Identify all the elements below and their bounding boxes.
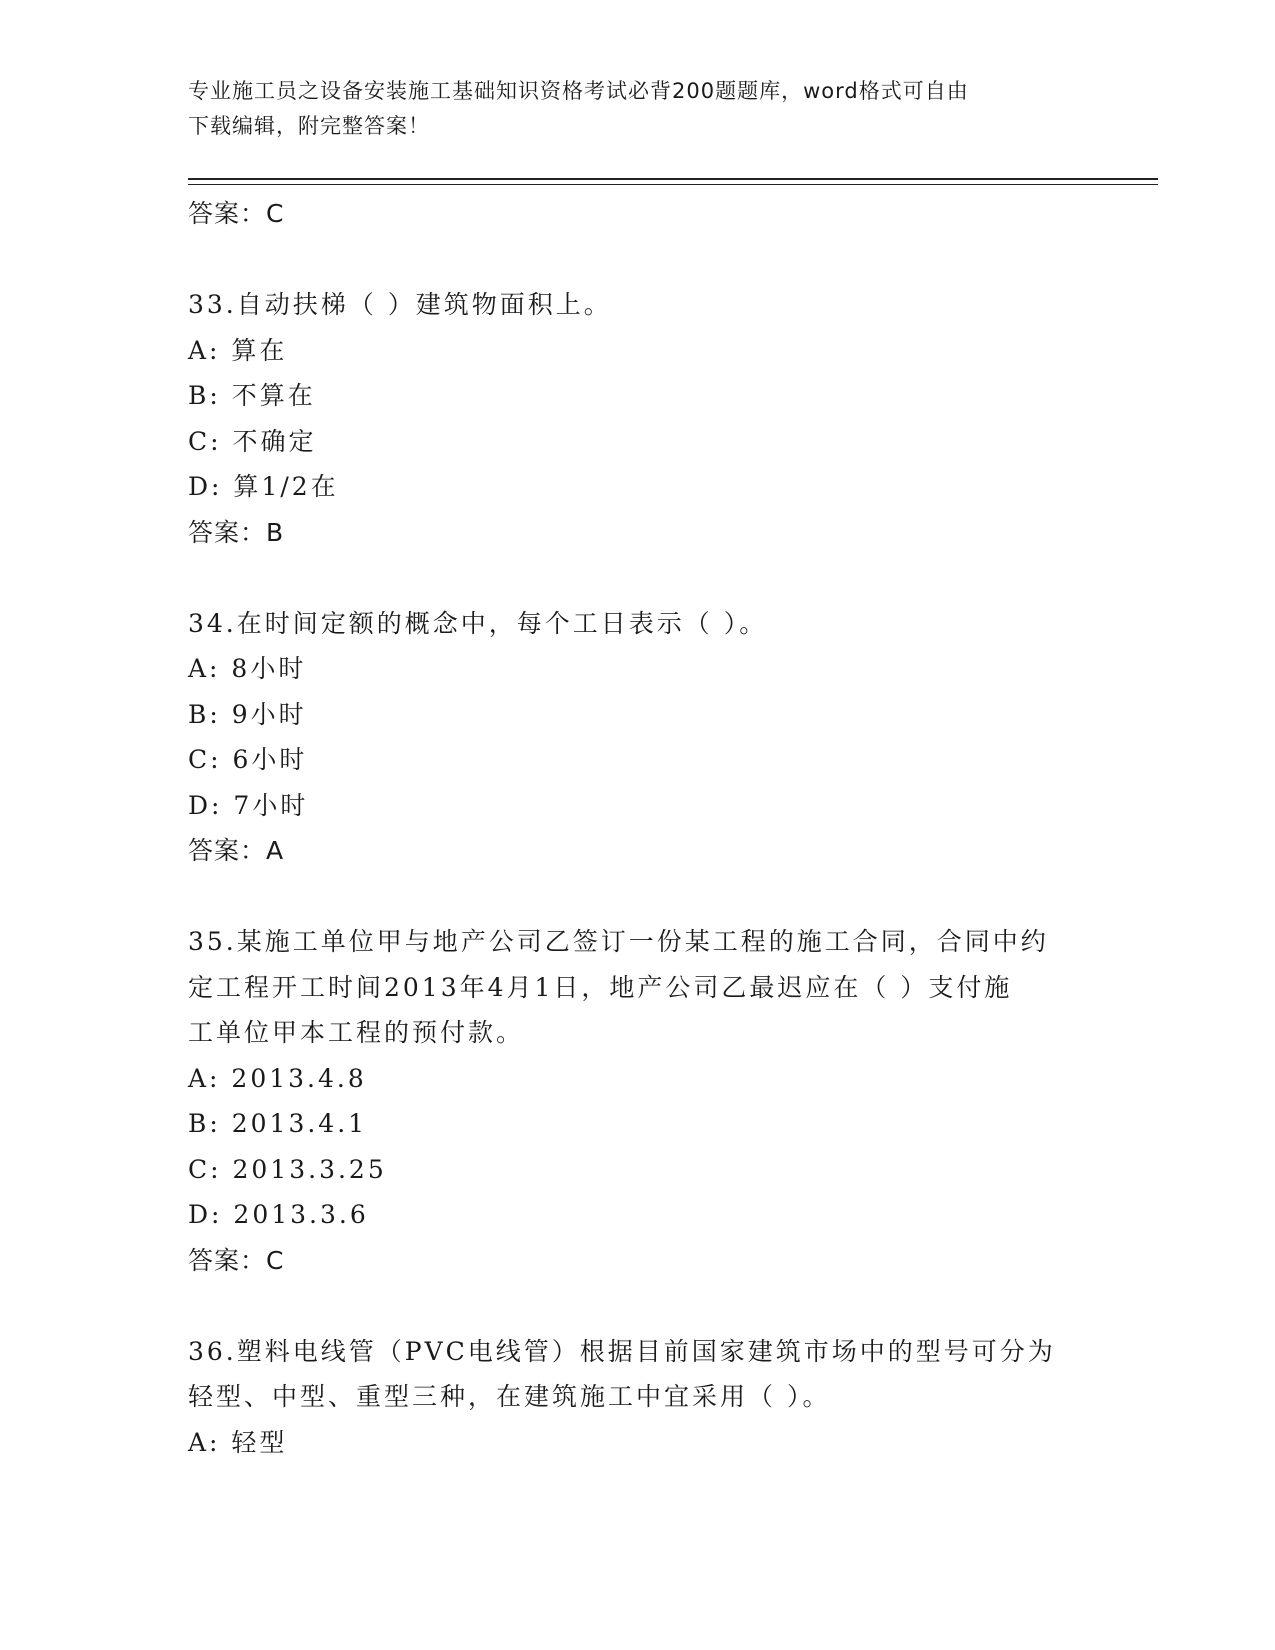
question-36 [188,1329,1088,1466]
spacer [188,1283,1088,1329]
option-a: A: 2013.4.8 [188,1063,367,1093]
question-stem-line-3: 工单位甲本工程的预付款。 [188,1018,525,1047]
option-b: B: 9小时 [188,699,307,729]
question-stem: 34.在时间定额的概念中，每个工日表示（ ）。 [188,608,768,638]
option-c: C: 6小时 [188,745,308,774]
question-35 [188,919,1088,1283]
spacer [188,874,1088,920]
spacer [188,237,1088,283]
document-header [188,74,1088,144]
answer: 答案：C [188,1245,285,1275]
header-line-1: 专业施工员之设备安装施工基础知识资格考试必背200题题库，word格式可自由 [188,79,969,103]
question-33 [188,282,1088,555]
question-stem: 33.自动扶梯（ ）建筑物面积上。 [188,290,612,319]
option-a: A: 算在 [188,335,288,365]
header-rule-thin [188,184,1158,185]
question-stem-line-1: 36.塑料电线管（PVC电线管）根据目前国家建筑市场中的型号可分为 [188,1336,1056,1366]
question-34 [188,601,1088,874]
option-c: C: 2013.3.25 [188,1154,387,1184]
question-stem-line-2: 定工程开工时间2013年4月1日，地产公司乙最迟应在（ ）支付施 [188,972,1013,1002]
question-content [188,191,1088,1465]
answer: 答案：A [188,836,285,865]
answer: 答案：B [188,517,285,547]
option-d: D: 7小时 [188,790,309,820]
option-b: B: 不算在 [188,381,316,410]
question-stem-line-2: 轻型、中型、重型三种，在建筑施工中宜采用（ ）。 [188,1382,831,1411]
option-d: D: 2013.3.6 [188,1200,369,1229]
header-line-2: 下载编辑，附完整答案！ [188,114,430,138]
option-c: C: 不确定 [188,426,317,456]
question-stem-line-1: 35.某施工单位甲与地产公司乙签订一份某工程的施工合同，合同中约 [188,927,1049,956]
option-a: A: 轻型 [188,1427,288,1457]
option-b: B: 2013.4.1 [188,1109,368,1138]
option-a: A: 8小时 [188,654,307,683]
spacer [188,555,1088,601]
option-d: D: 算1/2在 [188,472,339,501]
header-rule-thick [188,178,1158,180]
previous-answer: 答案：C [188,199,285,228]
